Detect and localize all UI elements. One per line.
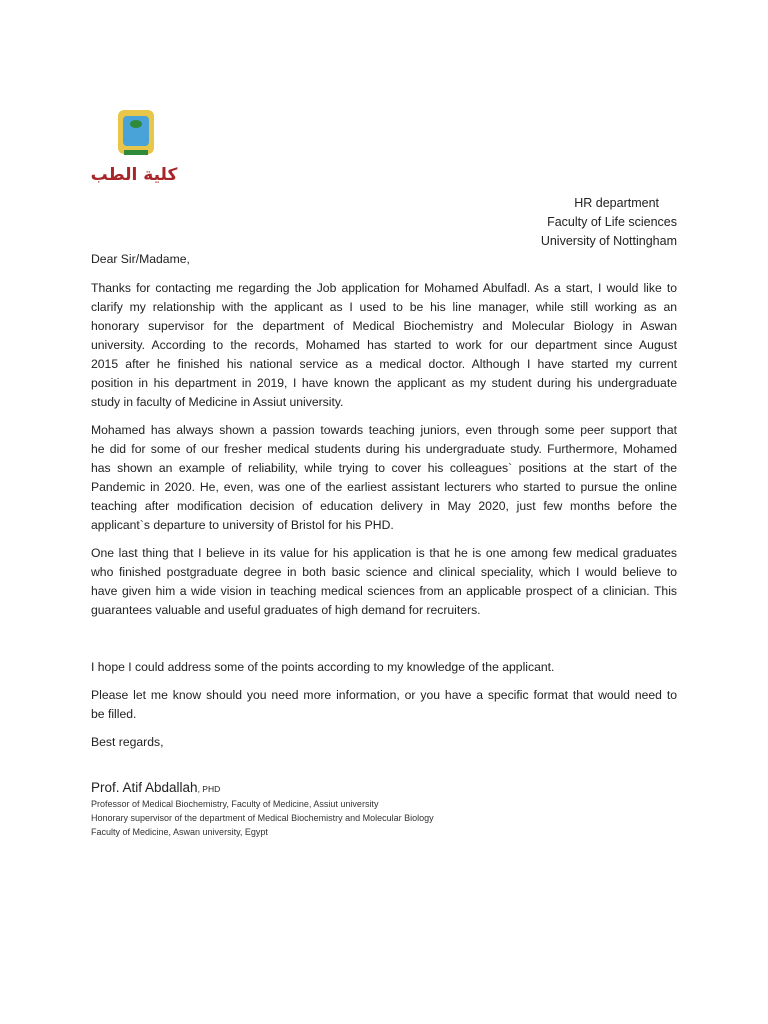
text-line: university. According to the records, Mohamed has started to work for our department since August xyxy=(91,338,677,352)
text-line: Please let me know should you need more information, or you have a specific format that would need to xyxy=(91,688,677,702)
faculty-logo xyxy=(90,92,178,207)
text-line: One last thing that I believe in its value for his application is that he is one among few medical graduates xyxy=(91,546,677,560)
signatory-degree: , PHD xyxy=(197,784,221,794)
recipient-line: Faculty of Life sciences xyxy=(547,215,677,229)
letter-body xyxy=(91,250,677,761)
signature-block xyxy=(91,779,434,839)
recipient-line: HR department xyxy=(574,196,659,210)
text-line: Mohamed has always shown a passion towards teaching juniors, even through some peer support that xyxy=(91,423,677,437)
recipient-line: University of Nottingham xyxy=(540,234,677,248)
text-line: have given him a wide vision in teaching medical sciences from an applicable prospect of a clinician. This xyxy=(91,584,677,598)
signatory-name: Prof. Atif Abdallah xyxy=(91,780,198,795)
text-line: honorary supervisor for the department of Medical Biochemistry and Molecular Biology in Aswan xyxy=(91,319,677,333)
text-line: guarantees valuable and useful graduates of high demand for recruiters. xyxy=(91,603,481,617)
closing-paragraph xyxy=(91,658,677,677)
closing-paragraphs xyxy=(91,658,677,752)
text-line: position in his department in 2019, I have known the applicant as my student during his undergraduate xyxy=(91,376,677,390)
text-line: Thanks for contacting me regarding the Job application for Mohamed Abulfadl. As a start, I would like to xyxy=(91,281,677,295)
text-line: applicant`s departure to university of Bristol for his PHD. xyxy=(91,518,394,532)
paragraph xyxy=(91,421,677,535)
closing-paragraph xyxy=(91,733,677,752)
paragraph xyxy=(91,544,677,620)
recipient-address xyxy=(541,194,677,251)
text-line: I hope I could address some of the points according to my knowledge of the applicant. xyxy=(91,660,555,674)
text-line: has shown an example of reliability, while trying to cover his colleagues` positions at the start of the xyxy=(91,461,677,475)
body-paragraphs xyxy=(91,279,677,620)
paragraph xyxy=(91,279,677,412)
signatory-affiliation: Faculty of Medicine, Aswan university, Egypt xyxy=(91,827,268,837)
text-line: clarify my relationship with the applicant as I used to be his line manager, while still working as an xyxy=(91,300,677,314)
closing-paragraph xyxy=(91,686,677,724)
text-line: teaching after modification decision of education delivery in May 2020, just few months before the xyxy=(91,499,677,513)
text-line: he did for some of our fresher medical students during his undergraduate study. Furthermore, Mohamed xyxy=(91,442,677,456)
salutation: Dear Sir/Madame, xyxy=(91,252,190,266)
text-line: be filled. xyxy=(91,707,137,721)
text-line: 2015 after he finished his national service as a medical doctor. Although I have started my current xyxy=(91,357,677,371)
svg-text:كلية الطب: كلية الطب xyxy=(90,165,178,185)
signatory-title: Professor of Medical Biochemistry, Faculty of Medicine, Assiut university xyxy=(91,799,379,809)
text-line: Best regards, xyxy=(91,735,164,749)
text-line: study in faculty of Medicine in Assiut university. xyxy=(91,395,344,409)
signatory-title: Honorary supervisor of the department of Medical Biochemistry and Molecular Biology xyxy=(91,813,434,823)
text-line: who finished postgraduate degree in both basic science and clinical speciality, which I would believe to xyxy=(91,565,677,579)
text-line: Pandemic in 2020. He, even, was one of the earliest assistant lecturers who started to pursue the online xyxy=(91,480,677,494)
